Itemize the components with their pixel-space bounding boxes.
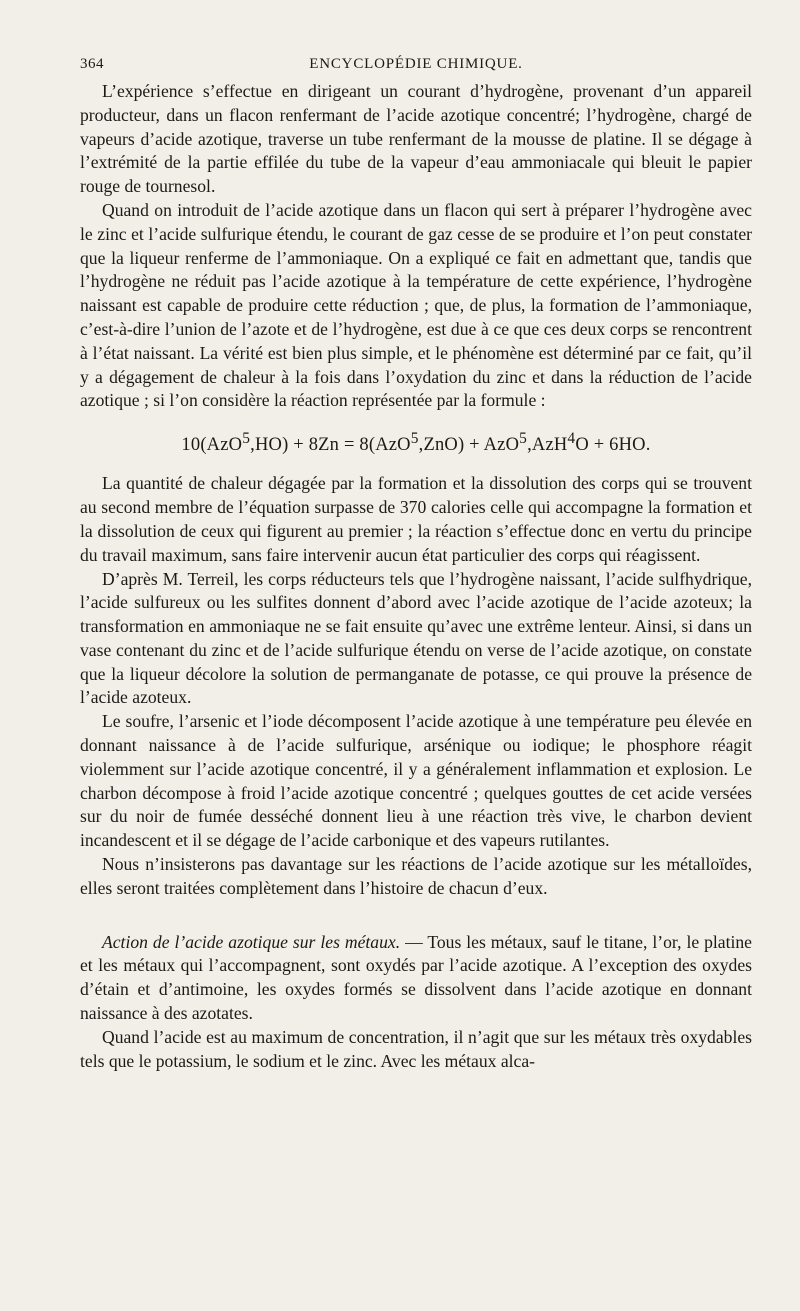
paragraph-terreil: D’après M. Terreil, les corps réducteurs tels que l’hydrogène naissant, l’acide sulfhydrique, l’acide sulfureux ou les sulfites donnent d’abord avec l’acide azotique de l’acide azoteux; la transformation en ammoniaque ne se fait ensuite qu’avec une extrême lenteur. Ainsi, si dans un vase contenant du zinc et de l’acide sulfurique étendu on verse de l’acide azotique, on constate que la liqueur décolore la solution de permanganate de potasse, ce qui prouve la présence de l’acide azoteux. [80, 568, 752, 708]
formula-part: ,ZnO) + AzO [418, 435, 520, 456]
paragraph-experiment: L’expérience s’effectue en dirigeant un courant d’hydrogène, provenant d’un appareil producteur, dans un flacon renfermant de l’acide azotique concentré; l’hydrogène, chargé de vapeurs d’acide azotique, traverse un tube renfermant de la mousse de platine. Il se dégage à l’extrémité de la partie effilée du tube de la vapeur d’eau ammoniacale qui bleuit le papier rouge de tournesol. [80, 81, 752, 197]
page-number: 364 [80, 56, 104, 72]
formula-superscript: 4 [567, 430, 576, 448]
formula-part: ,AzH [527, 435, 568, 456]
page-header [80, 50, 752, 80]
formula-superscript: 5 [519, 430, 528, 448]
paragraph-conclusion: Nous n’insisterons pas davantage sur les réactions de l’acide azotique sur les métalloïdes, elles seront traitées complètement dans l’histoire de chacun d’eux. [80, 854, 752, 898]
formula-part: ,HO) + 8Zn = 8(AzO [250, 435, 411, 456]
chemical-formula [80, 430, 752, 456]
formula-superscript: 5 [242, 430, 251, 448]
section-title: Action de l’acide azotique sur les métaux. [102, 931, 401, 952]
running-title: ENCYCLOPÉDIE CHIMIQUE. [309, 56, 523, 72]
paragraph-heat-quantity: La quantité de chaleur dégagée par la formation et la dissolution des corps qui se trouvent au second membre de l’équation surpasse de 370 calories celle qui accompagne la formation et la dissolution de ceux qui figurent au premier ; la réaction s’effectue donc en vertu du principe du travail maximum, sans faire intervenir aucun état particulier des corps qui réagissent. [80, 473, 752, 565]
formula-part: 10(AzO [181, 435, 243, 456]
section-spacer [80, 901, 752, 931]
book-page [80, 50, 752, 1073]
paragraph-final: Quand l’acide est au maximum de concentration, il n’agit que sur les métaux très oxydables tels que le potassium, le sodium et le zinc. Avec les métaux alca- [80, 1026, 752, 1071]
paragraph-section-metals [80, 931, 752, 1026]
paragraph-zinc-reduction: Quand on introduit de l’acide azotique dans un flacon qui sert à préparer l’hydrogène avec le zinc et l’acide sulfurique étendu, le courant de gaz cesse de se produire et l’on peut constater que la liqueur renferme de l’ammoniaque. On a expliqué ce fait en admettant que, tandis que l’hydrogène ne réduit pas l’acide azotique à la température de cette expérience, l’hydrogène naissant est capable de produire cette réduction ; que, de plus, la formation de l’ammoniaque, c’est-à-dire l’union de l’azote et de l’hydrogène, est due à ce que ces deux corps se rencontrent à l’état naissant. La vérité est bien plus simple, et le phénomène est déterminé par ce fait, qu’il y a dégagement de chaleur à la fois dans l’oxydation du zinc et dans la réduction de l’acide azotique ; si l’on considère la réaction représentée par la formule : [80, 199, 752, 411]
section-text: — Tous les métaux, sauf le titane, l’or, le platine et les métaux qui l’accompagnent, sont oxydés par l’acide azotique. A l’exception des oxydes d’étain et d’antimoine, les oxydes formés se dissolvent dans l’acide azotique en donnant naissance à des azotates. [80, 931, 752, 1024]
formula-part: O + 6HO. [575, 435, 651, 456]
paragraph-metalloids: Le soufre, l’arsenic et l’iode décomposent l’acide azotique à une température peu élevée en donnant naissance à de l’acide sulfurique, arsénique ou iodique; le phosphore réagit violemment sur l’acide azotique concentré, il y a généralement inflammation et explosion. Le charbon décompose à froid l’acide azotique concentré ; quelques gouttes de cet acide versées sur du noir de fumée desséché donnent lieu à une réaction très vive, le charbon devient incandescent et il se dégage de l’acide carbonique et des vapeurs rutilantes. [80, 711, 752, 851]
formula-superscript: 5 [410, 430, 419, 448]
